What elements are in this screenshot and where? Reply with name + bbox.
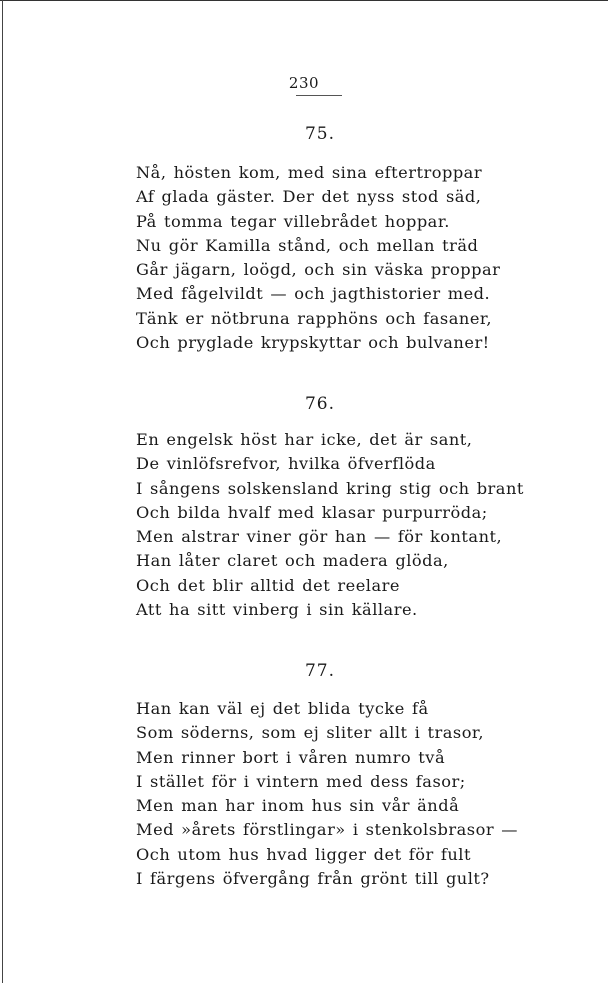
- verse-line: Att ha sitt vinberg i sin källare.: [136, 600, 418, 620]
- stanza-76: [136, 428, 576, 622]
- verse-line: Men rinner bort i våren numro två: [136, 747, 446, 767]
- page-number-underline: [296, 95, 342, 96]
- stanza-77: [136, 697, 576, 891]
- verse-line: Med »årets förstlingar» i stenkolsbrasor —: [136, 820, 518, 840]
- verse-line: En engelsk höst har icke, det är sant,: [136, 430, 473, 449]
- verse-line: Han kan väl ej det blida tycke få: [136, 699, 429, 718]
- verse-line: Af glada gäster. Der det nyss stod säd,: [136, 187, 482, 207]
- verse-line: I stället för i vintern med dess fasor;: [136, 771, 466, 791]
- stanza-number-77: 77.: [304, 661, 336, 681]
- verse-line: Och pryglade krypskyttar och bulvaner!: [136, 333, 490, 353]
- verse-line: I färgens öfvergång från grönt till gult?: [136, 869, 490, 889]
- verse-line: Nu gör Kamilla stånd, och mellan träd: [136, 235, 479, 255]
- verse-line: På tomma tegar villebrådet hoppar.: [136, 211, 450, 231]
- verse-line: Men alstrar viner gör han — för kontant,: [136, 527, 503, 547]
- left-page-edge: [2, 0, 3, 983]
- verse-line: Går jägarn, loögd, och sin väska proppar: [136, 260, 501, 280]
- page-number: 230: [288, 74, 320, 92]
- stanza-75: [136, 161, 576, 355]
- verse-line: Och utom hus hvad ligger det för fult: [136, 844, 471, 864]
- verse-line: Tänk er nötbruna rapphöns och fasaner,: [136, 308, 493, 328]
- verse-line: Men man har inom hus sin vår ändå: [136, 796, 460, 816]
- stanza-number-75: 75.: [304, 124, 336, 144]
- verse-line: I sångens solskensland kring stig och brant: [136, 478, 524, 498]
- verse-line: Nå, hösten kom, med sina eftertroppar: [136, 163, 483, 182]
- verse-line: Som söderns, som ej sliter allt i trasor,: [136, 723, 485, 743]
- stanza-number-76: 76.: [304, 394, 336, 414]
- top-border-rule: [0, 0, 608, 1]
- verse-line: Med fågelvildt — och jagthistorier med.: [136, 284, 491, 304]
- verse-line: Han låter claret och madera glöda,: [136, 551, 449, 571]
- verse-line: Och bilda hvalf med klasar purpurröda;: [136, 502, 488, 522]
- verse-line: De vinlöfsrefvor, hvilka öfverflöda: [136, 454, 436, 474]
- verse-line: Och det blir alltid det reelare: [136, 575, 400, 595]
